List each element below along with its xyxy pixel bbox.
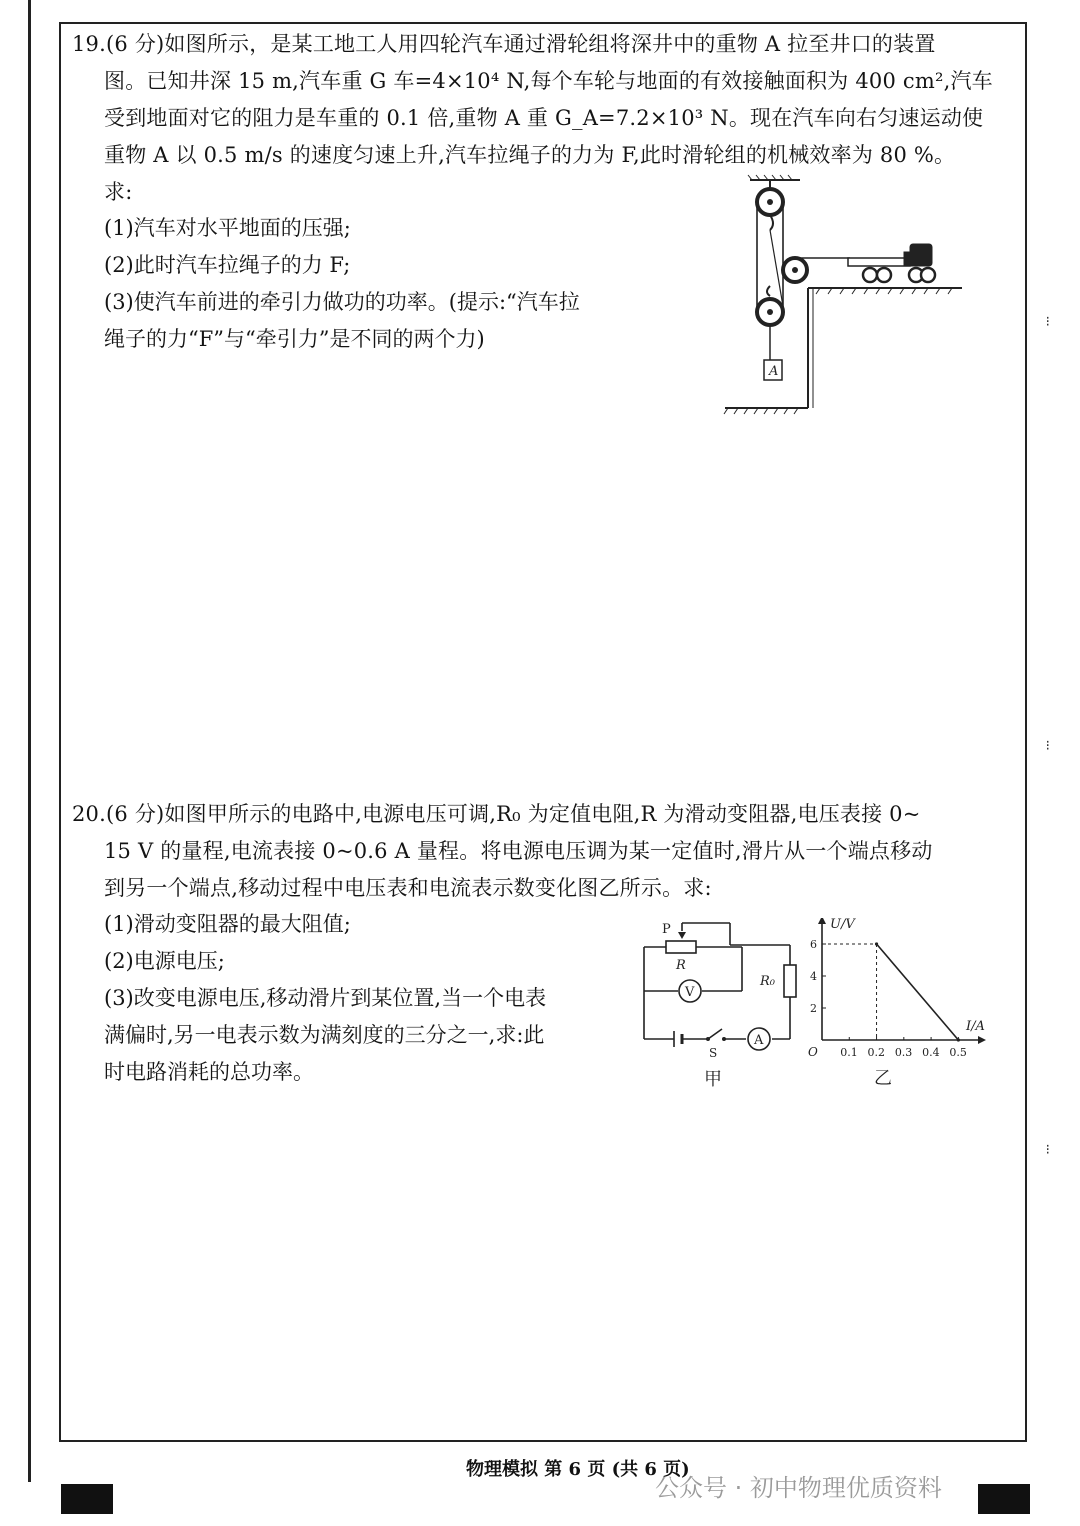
graph-caption-yi: 乙 <box>874 1068 892 1089</box>
margin-tick: ⁝ <box>1045 738 1050 754</box>
voltmeter-label: V <box>685 985 695 1000</box>
origin-label: O <box>808 1045 818 1059</box>
q20-sub-4: 满偏时,另一电表示数为满刻度的三分之一,求:此 <box>104 1023 545 1047</box>
x-tick-label: 0.5 <box>949 1046 967 1059</box>
scan-marker-right <box>978 1484 1030 1514</box>
q20-sub-1: (1)滑动变阻器的最大阻值; <box>104 912 351 936</box>
caption-jia: 甲 <box>704 1069 722 1090</box>
y-axis-label: U/V <box>830 918 855 932</box>
q19-line-1: 19.(6 分)如图所示，是某工地工人用四轮汽车通过滑轮组将深井中的重物 A 拉至井口的装置 <box>72 32 936 56</box>
scan-marker-left <box>61 1484 113 1514</box>
margin-tick: ⁝ <box>1045 1142 1050 1158</box>
watermark-text: 公众号 · 初中物理优质资料 <box>655 1474 942 1502</box>
y-tick-label: 4 <box>810 970 817 983</box>
y-tick-label: 6 <box>810 938 817 951</box>
rheostat-R <box>666 941 696 953</box>
x-tick-label: 0.1 <box>840 1046 858 1059</box>
q19-sub-2: (2)此时汽车拉绳子的力 F; <box>104 253 351 277</box>
q19-line-4: 重物 A 以 0.5 m/s 的速度匀速上升,汽车拉绳子的力为 F,此时滑轮组的机械效率为 80 %。 <box>104 143 956 167</box>
x-tick-label: 0.2 <box>867 1046 886 1059</box>
data-point <box>957 1038 960 1041</box>
y-axis-arrow <box>818 918 826 924</box>
x-tick-label: 0.3 <box>894 1046 913 1059</box>
y-tick-label: 2 <box>810 1002 817 1015</box>
label-S: S <box>709 1046 718 1060</box>
q20-line-3: 到另一个端点,移动过程中电压表和电流表示数变化图乙所示。求: <box>104 876 712 900</box>
ammeter-label: A <box>754 1033 764 1048</box>
x-tick-label: 0.4 <box>922 1046 940 1059</box>
binding-line <box>28 0 31 1482</box>
q20-sub-3: (3)改变电源电压,移动滑片到某位置,当一个电表 <box>104 986 547 1010</box>
q19-sub-4: 绳子的力“F”与“牵引力”是不同的两个力) <box>104 327 485 351</box>
q19-sub-3: (3)使汽车前进的牵引力做功的功率。(提示:“汽车拉 <box>104 290 580 314</box>
label-R0: R₀ <box>760 974 775 989</box>
q20-sub-2: (2)电源电压; <box>104 949 225 973</box>
margin-tick: ⁝ <box>1045 314 1050 330</box>
series-line <box>877 944 959 1040</box>
load-label-A: A <box>769 364 779 379</box>
truck <box>848 244 935 282</box>
q19-sub-1: (1)汽车对水平地面的压强; <box>104 216 351 240</box>
label-R: R <box>676 958 686 973</box>
q20-sub-5: 时电路消耗的总功率。 <box>104 1060 314 1084</box>
q19-line-5: 求: <box>104 180 133 204</box>
data-point <box>875 942 878 945</box>
q20-line-1: 20.(6 分)如图甲所示的电路中,电源电压可调,R₀ 为定值电阻,R 为滑动变阻器,电压表接 0~ <box>72 802 921 826</box>
label-P: P <box>662 922 671 937</box>
q19-line-2: 图。已知井深 15 m,汽车重 G 车=4×10⁴ N,每个车轮与地面的有效接触面积为 400 cm²,汽车 <box>104 69 993 93</box>
circuit-diagram <box>636 915 806 1095</box>
uv-graph <box>806 918 992 1090</box>
x-axis-label: I/A <box>966 1019 985 1034</box>
q20-line-2: 15 V 的量程,电流表接 0~0.6 A 量程。将电源电压调为某一定值时,滑片从一个端点移动 <box>104 839 933 863</box>
x-axis-arrow <box>978 1036 986 1044</box>
resistor-R0 <box>784 965 796 997</box>
q19-line-3: 受到地面对它的阻力是车重的 0.1 倍,重物 A 重 G_A=7.2×10³ N。现在汽车向右匀速运动使 <box>104 106 984 130</box>
pulley-well-figure <box>720 174 970 419</box>
page-footer: 物理模拟 第 6 页 (共 6 页) <box>466 1459 690 1480</box>
